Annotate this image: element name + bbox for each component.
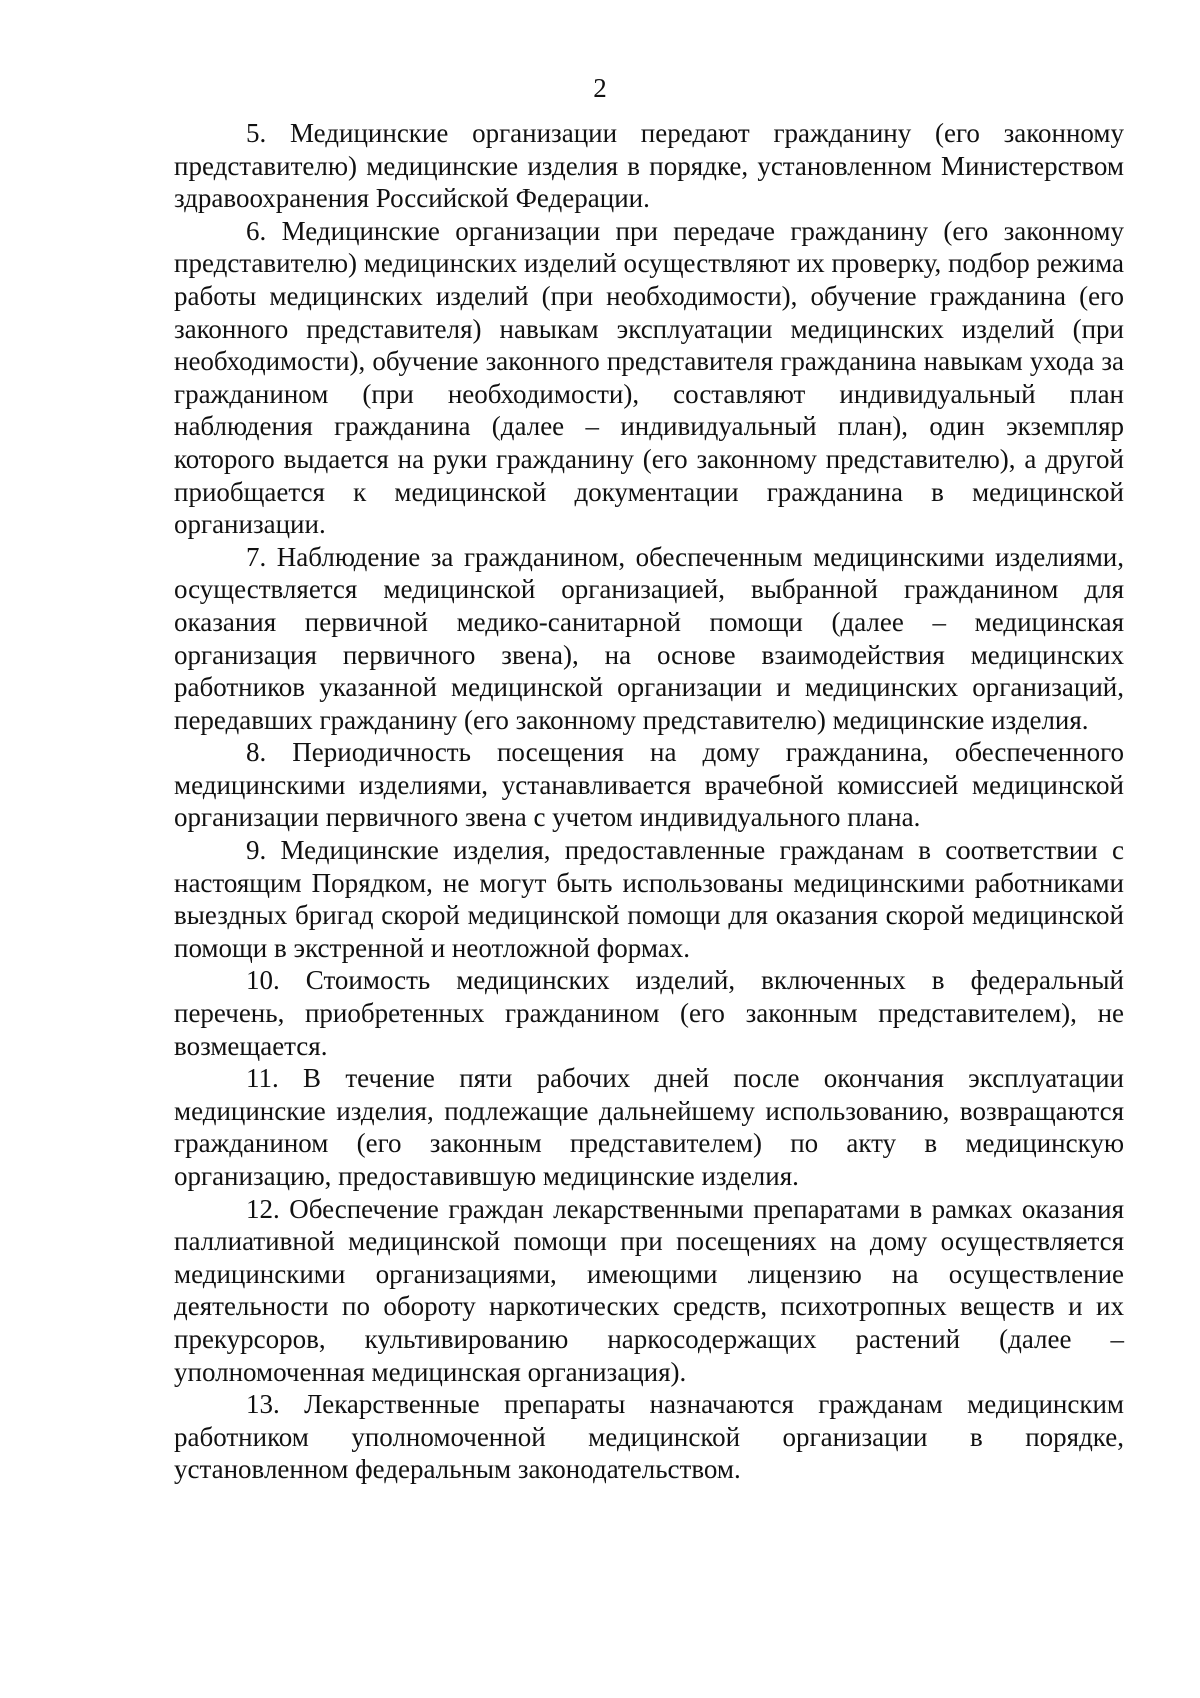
page-number: 2: [593, 73, 607, 103]
document-body: [174, 117, 1124, 1486]
paragraph-9: 9. Медицинские изделия, предоставленные гражданам в соответствии с настоящим Порядком, не могут быть использованы медицинскими работниками выездных бригад скорой медицинской помощи для оказания скорой медицинской помощи в экстренной и неотложной формах.: [174, 835, 1124, 963]
paragraph-13: 13. Лекарственные препараты назначаются гражданам медицинским работником уполномоченной медицинской организации в порядке, установленном федеральным законодательством.: [174, 1389, 1124, 1485]
paragraph-8: 8. Периодичность посещения на дому гражданина, обеспеченного медицинскими изделиями, устанавливается врачебной комиссией медицинской организации первичного звена с учетом индивидуального плана.: [174, 737, 1124, 833]
paragraph-7: 7. Наблюдение за гражданином, обеспеченным медицинскими изделиями, осуществляется медицинской организацией, выбранной гражданином для оказания первичной медико-санитарной помощи (далее – медицинская организация первичного звена), на основе взаимодействия медицинских работников указанной медицинской организации и медицинских организаций, передавших гражданину (его законному представителю) медицинские изделия.: [174, 541, 1124, 735]
paragraph-5: 5. Медицинские организации передают гражданину (его законному представителю) медицинские изделия в порядке, установленном Министерством здравоохранения Российской Федерации.: [174, 118, 1124, 214]
paragraph-11: 11. В течение пяти рабочих дней после окончания эксплуатации медицинские изделия, подлежащие дальнейшему использованию, возвращаются гражданином (его законным представителем) по акту в медицинскую организацию, предоставившую медицинские изделия.: [174, 1063, 1124, 1191]
paragraph-6: 6. Медицинские организации при передаче гражданину (его законному представителю) медицинских изделий осуществляют их проверку, подбор режима работы медицинских изделий (при необходимости), обучение гражданина (его законного представителя) навыкам эксплуатации медицинских изделий (при необходимости), обучение законного представителя гражданина навыкам ухода за гражданином (при необходимости), составляют индивидуальный план наблюдения гражданина (далее – индивидуальный план), один экземпляр которого выдается на руки гражданину (его законному представителю), а другой приобщается к медицинской документации гражданина в медицинской организации.: [174, 215, 1124, 540]
paragraph-12: 12. Обеспечение граждан лекарственными препаратами в рамках оказания паллиативной медицинской помощи при посещениях на дому осуществляется медицинскими организациями, имеющими лицензию на осуществление деятельности по обороту наркотических средств, психотропных веществ и их прекурсоров, культивированию наркосодержащих растений (далее – уполномоченная медицинская организация).: [174, 1193, 1124, 1387]
paragraph-10: 10. Стоимость медицинских изделий, включенных в федеральный перечень, приобретенных гражданином (его законным представителем), не возмещается.: [174, 965, 1124, 1061]
